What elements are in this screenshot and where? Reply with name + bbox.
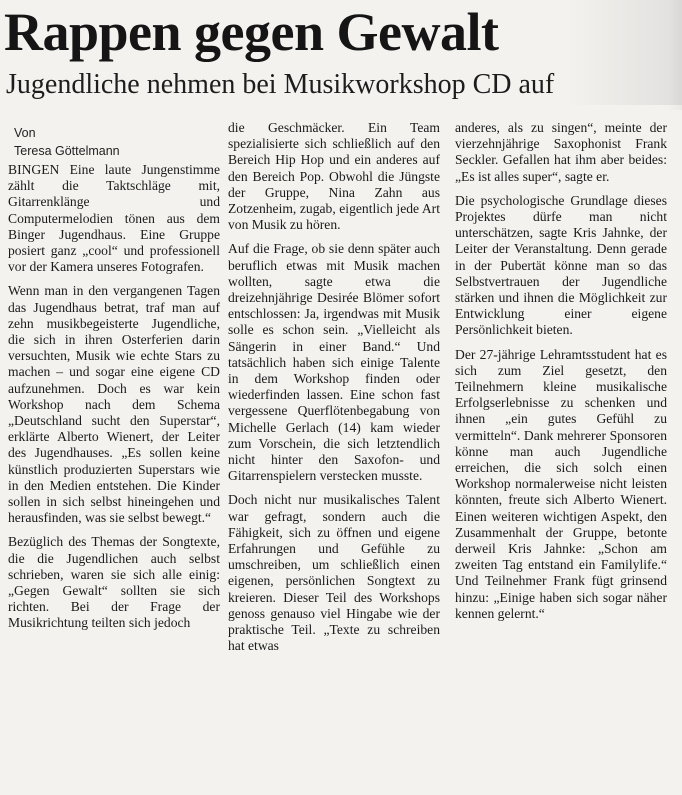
paragraph: Die psychologische Grundlage dieses Projektes dürfe man nicht unterschätzen, sagte Kris Jahnke, der Leiter der Veranstaltung. Denn gerade in der Pubertät könne man so das Selbstvertrauen der Jugendliche stärken und ihnen die Möglichkeit zur Entwicklung einer eigene Persönlichkeit bieten. [455, 192, 667, 338]
headline: Rappen gegen Gewalt [4, 2, 499, 62]
scan-shadow [567, 0, 682, 105]
paragraph: Auf die Frage, ob sie denn später auch beruflich etwas mit Musik machen wollten, sagte etwa die dreizehnjährige Desirée Blömer sofort entschlossen: Ja, irgendwas mit Musik solle es schon sein. „Vielleicht als Sängerin in einer Band.“ Und tatsächlich haben sich einige Talente in dem Workshop finden oder wiederfinden lassen. Eine schon fast vergessene Querflötenbegabung von Michelle Gerlach (14) kam wieder zum Vorschein, die sich letztendlich nicht hinter den Saxofon- und Gitarrenspielern verstecken musste. [228, 241, 440, 484]
subheadline: Jugendliche nehmen bei Musikworkshop CD auf [6, 69, 555, 100]
byline-von: Von [14, 126, 36, 140]
paragraph: BINGEN Eine laute Jungenstimme zählt die Taktschläge mit, Gitarrenklänge und Computermelodien tönen aus dem Binger Jugendhaus. Eine Gruppe posiert ganz „cool“ und professionell vor der Kamera unseres Fotografen. [8, 162, 220, 275]
column-3 [455, 120, 667, 622]
column-1 [8, 162, 220, 632]
scan-edge [668, 0, 682, 110]
byline [14, 124, 120, 160]
paragraph: Bezüglich des Themas der Songtexte, die die Jugendlichen auch selbst schrieben, waren sie sich alle einig: „Gegen Gewalt“ sollten sie sich richten. Bei der Frage der Musikrichtung teilten sich jedoch [8, 534, 220, 631]
paragraph: Der 27-jährige Lehramtsstudent hat es sich zum Ziel gesetzt, den Teilnehmern kleine musikalische Erfolgserlebnisse zu schenken und ihnen „ein gutes Gefühl zu vermitteln“. Dank mehrerer Sponsoren könne man auch Jugendliche erreichen, die sich solch einen Workshop normalerweise nicht leisten könnten, freute sich Alberto Wienert. Einen weiteren wichtigen Aspekt, den Zusammenhalt der Gruppe, betonte derweil Kris Jahnke: „Schon am zweiten Tag entstand ein Familylife.“ Und Teilnehmer Frank fügt grinsend hinzu: „Einige haben sich sogar näher kennen gelernt.“ [455, 346, 667, 621]
paragraph: Doch nicht nur musikalisches Talent war gefragt, sondern auch die Fähigkeit, sich zu öffnen und eigene Erfahrungen und Gefühle zu umschreiben, um schließlich einen eigenen, persönlichen Songtext zu kreieren. Dieser Teil des Workshops genoss genauso viel Hingabe wie der praktische Teil. „Texte zu schreiben hat etwas [228, 492, 440, 654]
paragraph: Wenn man in den vergangenen Tagen das Jugendhaus betrat, traf man auf zehn musikbegeisterte Jugendliche, die sich in ihren Osterferien darin versuchten, Musik wie echte Stars zu machen – und sogar eine eigene CD aufzunehmen. Doch es war kein Workshop nach dem Schema „Deutschland sucht den Superstar“, erklärte Alberto Wienert, der Leiter des Jugendhauses. „Es sollen keine künstlich produzierten Superstars wie in den Medien entstehen. Die Kinder sollen in sich selbst hineingehen und herausfinden, was sie selbst bewegt.“ [8, 283, 220, 526]
column-2 [228, 120, 440, 655]
paragraph: die Geschmäcker. Ein Team spezialisierte sich schließlich auf den Bereich Hip Hop und ein anderes auf den Bereich Pop. Obwohl die Jüngste der Gruppe, Nina Zahn aus Zotzenheim, zugab, eigentlich jede Art von Musik zu hören. [228, 120, 440, 233]
paragraph: anderes, als zu singen“, meinte der vierzehnjährige Saxophonist Frank Seckler. Gefallen hat ihm aber beides: „Es ist alles super“, sagte er. [455, 120, 667, 184]
byline-author: Teresa Göttelmann [14, 144, 120, 158]
